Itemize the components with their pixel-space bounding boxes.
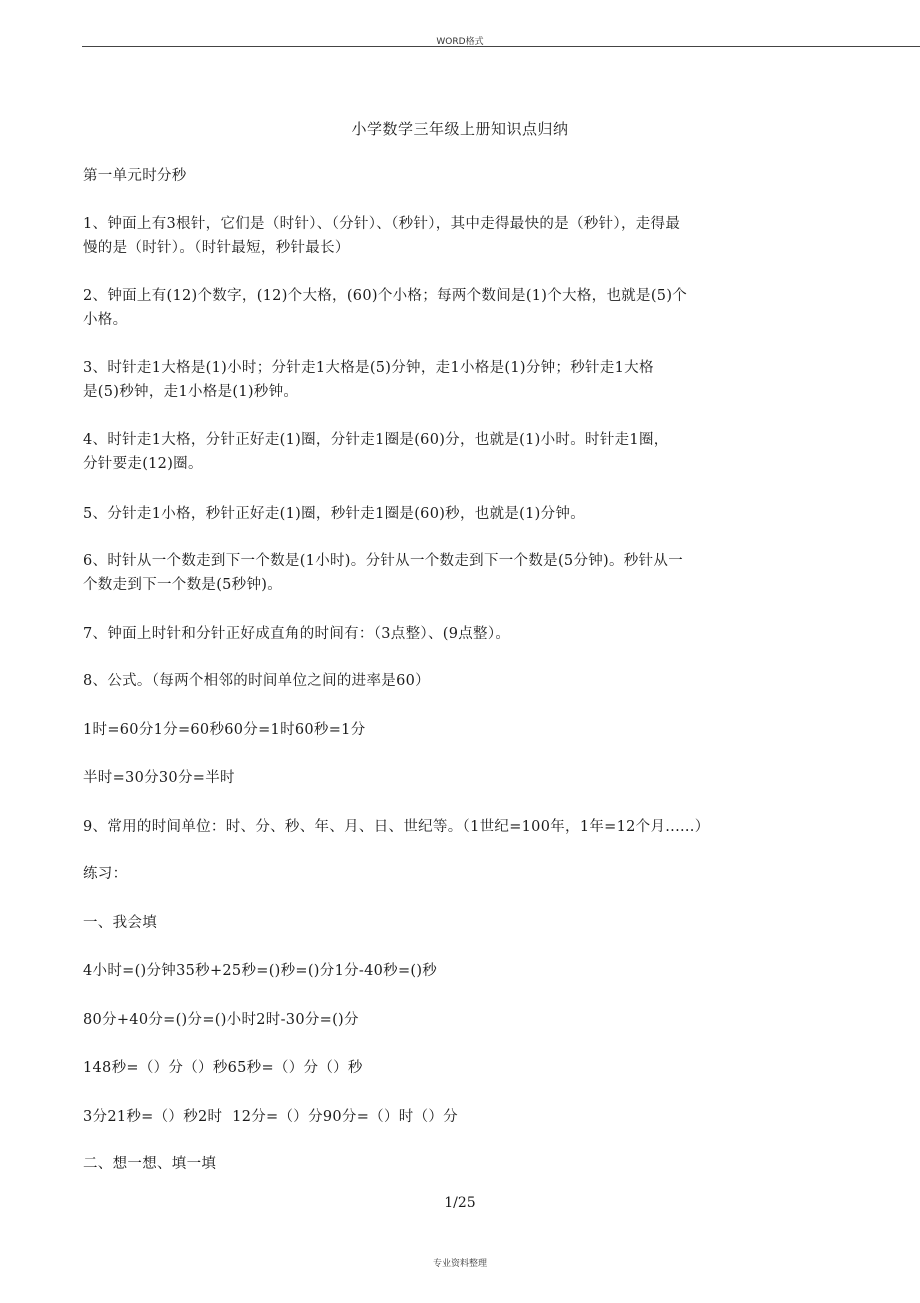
knowledge-point-7: 7、钟面上时针和分针正好成直角的时间有：（3点整）、(9点整）。 — [83, 626, 511, 642]
knowledge-point-6: 6、时针从一个数走到下一个数是(1小时)。分针从一个数走到下一个数是(5分钟)。秒针从一 个数走到下一个数是(5秒钟)。 — [83, 553, 683, 593]
exercise-line-2: 80分+40分=()分=()小时2时-30分=()分 — [83, 1012, 359, 1028]
knowledge-point-2: 2、钟面上有(12)个数字，(12)个大格，(60)个小格；每两个数间是(1)个大格，也就是(5)个 小格。 — [83, 288, 688, 328]
page-header-label: WORD格式 — [436, 37, 484, 47]
page-footer-label: 专业资料整理 — [432, 1259, 487, 1269]
exercise-line-3: 148秒=（）分（）秒65秒=（）分（）秒 — [83, 1060, 363, 1076]
section-heading: 第一单元时分秒 — [83, 168, 187, 184]
knowledge-point-4: 4、时针走1大格，分针正好走(1)圈，分针走1圈是(60)分，也就是(1)小时。时针走1圈， 分针要走(12)圈。 — [83, 432, 669, 472]
exercise-part-2-heading: 二、想一想、填一填 — [83, 1156, 217, 1172]
exercise-part-1-heading: 一、我会填 — [83, 915, 157, 931]
document-title: 小学数学三年级上册知识点归纳 — [351, 120, 569, 138]
practice-heading: 练习： — [83, 866, 128, 882]
page-number: 1/25 — [444, 1195, 476, 1211]
knowledge-point-1: 1、钟面上有3根针，它们是（时针）、（分针）、（秒针），其中走得最快的是（秒针），走得最 慢的是（时针）。（时针最短，秒针最长） — [83, 216, 681, 256]
exercise-line-1: 4小时=()分钟35秒+25秒=()秒=()分1分-40秒=()秒 — [83, 963, 438, 979]
knowledge-point-3: 3、时针走1大格是(1)小时；分针走1大格是(5)分钟，走1小格是(1)分钟；秒针走1大格 是(5)秒钟，走1小格是(1)秒钟。 — [83, 360, 654, 400]
formula-line-2: 半时=30分30分=半时 — [83, 770, 235, 786]
header-divider — [82, 46, 920, 47]
exercise-line-4: 3分21秒=（）秒2时 12分=（）分90分=（）时（）分 — [83, 1109, 458, 1125]
knowledge-point-5: 5、分针走1小格，秒针正好走(1)圈，秒针走1圈是(60)秒，也就是(1)分钟。 — [83, 506, 586, 522]
formula-line-1: 1时=60分1分=60秒60分=1时60秒=1分 — [83, 722, 366, 738]
knowledge-point-8: 8、公式。（每两个相邻的时间单位之间的进率是60） — [83, 673, 430, 689]
knowledge-point-9: 9、常用的时间单位：时、分、秒、年、月、日、世纪等。（1世纪=100年，1年=12个月......） — [83, 819, 710, 835]
